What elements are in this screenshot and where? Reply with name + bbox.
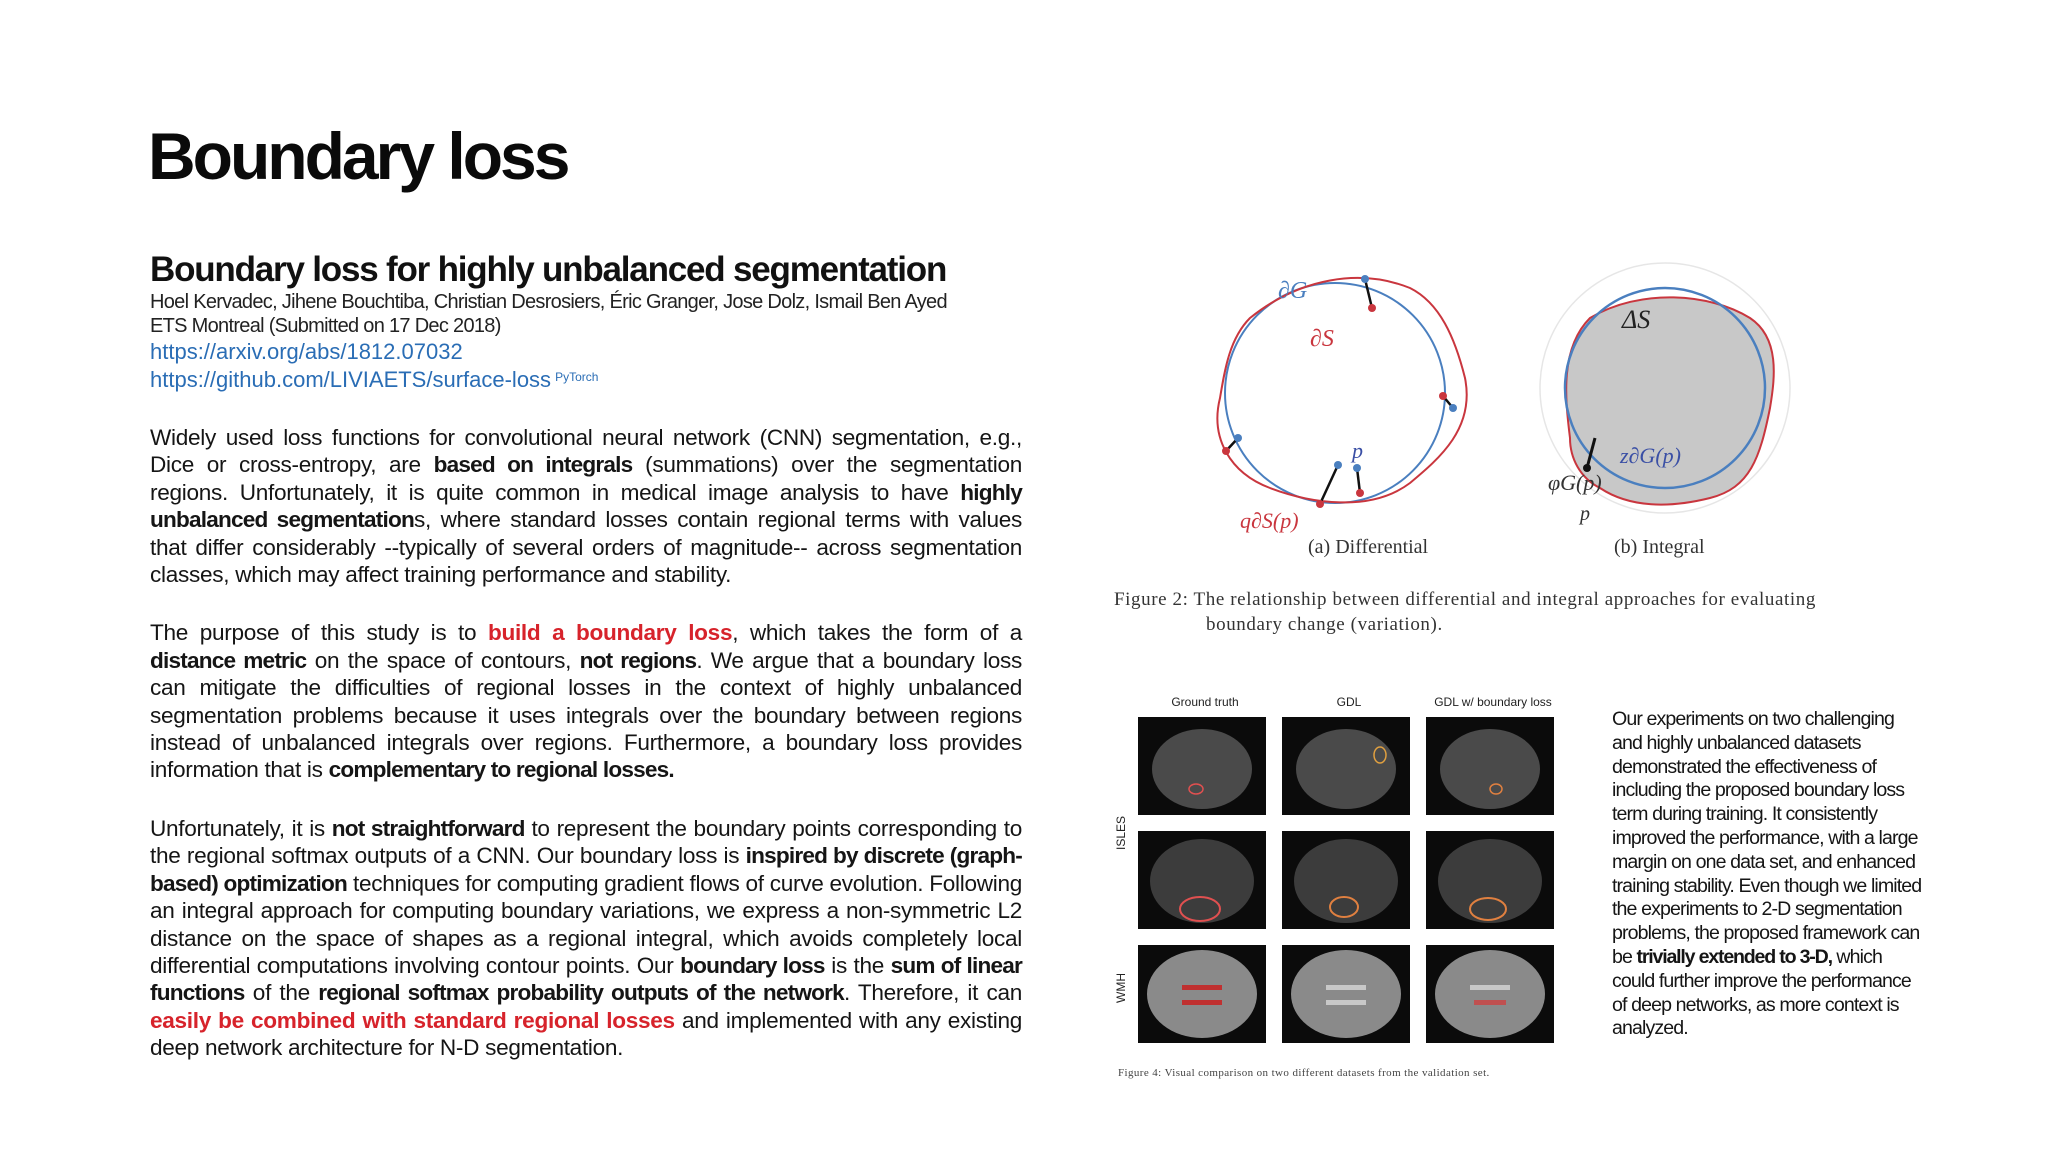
figure-4-caption: Figure 4: Visual comparison on two different datasets from the validation set. [1118,1067,1490,1079]
row-header-isles: ISLES [1114,815,1128,850]
scan-isles-1-boundary [1426,717,1554,815]
scan-isles-2-gdl [1282,831,1410,929]
label-delta-s: ΔS [1622,305,1651,334]
github-link[interactable]: https://github.com/LIVIAETS/surface-loss [150,367,552,392]
scan-isles-2-boundary [1426,831,1554,929]
col-header-gdl-boundary: GDL w/ boundary loss [1434,695,1552,709]
scan-isles-1-gt [1138,717,1266,815]
label-p-integral: p [1580,503,1590,525]
diagram-differential [1217,275,1466,533]
experiments-note: Our experiments on two challenging and highly unbalanced datasets demonstrated the effectiveness of including the proposed boundary loss term during training. It consistently improved the performance, with a large margin on one data set, and enhanced training stability. Even though we limited the experiments to 2-D segmentation problems, the proposed framework can be trivially extended to 3-D, which could further improve the performance of deep networks, as more context is analyzed. [1612,708,1922,1040]
figure-2-caption-line2: boundary change (variation). [1206,614,1443,635]
paper-affiliation: ETS Montreal (Submitted on 17 Dec 2018) [150,315,501,337]
row-header-wmh: WMH [1114,973,1128,1003]
paper-authors: Hoel Kervadec, Jihene Bouchtiba, Christian Desrosiers, Éric Granger, Jose Dolz, Ismail Ben Ayed [150,291,947,313]
scan-isles-2-gt [1138,831,1266,929]
figure-2-diagram [1110,258,1930,568]
subcaption-differential: (a) Differential [1308,536,1429,558]
label-p: p [1352,438,1363,463]
col-header-gdl: GDL [1336,695,1362,709]
label-z: z∂G(p) [1620,443,1681,468]
scan-wmh-gdl [1282,945,1410,1043]
paper-title: Boundary loss for highly unbalanced segmentation [150,250,947,289]
scan-isles-1-gdl [1282,717,1410,815]
label-dG: ∂G [1278,278,1308,304]
scan-wmh-boundary [1426,945,1554,1043]
slide-title: Boundary loss [148,119,568,193]
arxiv-link[interactable]: https://arxiv.org/abs/1812.07032 [150,339,463,364]
paragraph-2: The purpose of this study is to build a boundary loss, which takes the form of a distance metric on the space of contours, not regions. We argue that a boundary loss can mitigate the difficulties of regional losses in the context of highly unbalanced segmentation problems because it uses integrals over the boundary between regions instead of unbalanced integrals over regions. Furthermore, a boundary loss provides information that is complementary to regional losses. [150,620,1022,783]
label-phi: φG(p) [1548,470,1602,495]
figure-4 [1110,695,1560,1085]
github-line [150,366,1022,394]
paragraph-1: Widely used loss functions for convolutional neural network (CNN) segmentation, e.g., Dice or cross-entropy, are based on integrals (summations) over the segmentation regions. Unfortunately, it is quite common in medical image analysis to have highly unbalanced segmentations, where standard losses contain regional terms with values that differ considerably --typically of several orders of magnitude-- across segmentation classes, which may affect training performance and stability. [150,425,1023,588]
label-dS: ∂S [1310,326,1334,352]
paper-summary [150,250,1022,1062]
figure-2-caption-line1: Figure 2: The relationship between differential and integral approaches for evaluating [1114,589,1816,610]
pytorch-tag: PyTorch [555,369,599,384]
scan-wmh-gt [1138,945,1266,1043]
col-header-ground-truth: Ground truth [1171,695,1239,709]
paragraph-3: Unfortunately, it is not straightforward to represent the boundary points corresponding to the regional softmax outputs of a CNN. Our boundary loss is inspired by discrete (graph-based) optimization techniques for computing gradient flows of curve evolution. Following an integral approach for computing boundary variations, we express a non-symmetric L2 distance on the space of shapes as a regional integral, which avoids completely local differential computations involving contour points. Our boundary loss is the sum of linear functions of the regional softmax probability outputs of the network. Therefore, it can easily be combined with standard regional losses and implemented with any existing deep network architecture for N-D segmentation. [150,815,1022,1061]
subcaption-integral: (b) Integral [1614,536,1705,558]
diagram-integral [1540,263,1790,525]
label-q: q∂S(p) [1240,508,1299,533]
